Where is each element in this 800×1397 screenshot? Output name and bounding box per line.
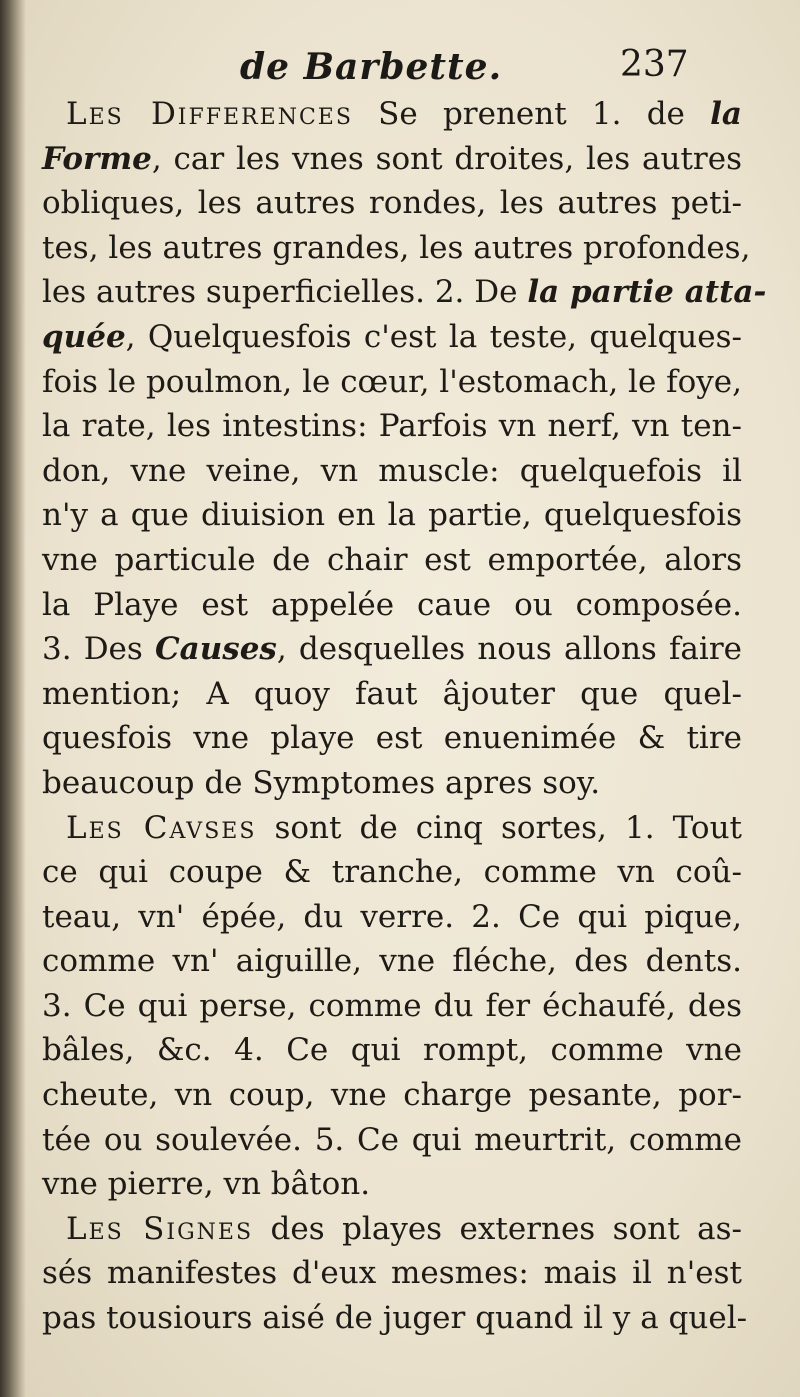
text-line	[42, 137, 742, 182]
text-line	[42, 92, 742, 137]
italic-term: quée	[42, 318, 126, 355]
text-line	[42, 493, 742, 538]
text-line	[42, 850, 742, 895]
text-line	[42, 761, 742, 806]
page-header	[0, 40, 800, 100]
text-line	[42, 360, 742, 405]
line-text: des playes externes sont as-	[253, 1210, 742, 1247]
line-text: vne particule de chair est emportée, alors	[42, 541, 742, 578]
text-line	[42, 939, 742, 984]
text-line	[42, 583, 742, 628]
line-text: , car les vnes sont droites, les autres	[151, 140, 742, 177]
text-line	[42, 404, 742, 449]
text-line	[42, 1028, 742, 1073]
line-text: tes, les autres grandes, les autres profondes,	[42, 229, 751, 266]
text-line	[42, 315, 742, 360]
text-line	[42, 806, 742, 851]
line-text: mention; A quoy faut âjouter que quel-	[42, 675, 742, 712]
line-text: pas tousiours aisé de juger quand il y a quel-	[42, 1300, 748, 1337]
line-text: n'y a que diuision en la partie, quelquesfois	[42, 497, 742, 534]
line-text: fois le poulmon, le cœur, l'estomach, le foye,	[42, 363, 742, 400]
line-text: sés manifestes d'eux mesmes: mais il n'est	[42, 1255, 742, 1292]
line-text: 3. Ce qui perse, comme du fer échaufé, des	[42, 987, 742, 1024]
line-text: tée ou soulevée. 5. Ce qui meurtrit, comme	[42, 1121, 742, 1158]
italic-term: Forme	[42, 140, 152, 177]
line-text: , Quelquesfois c'est la teste, quelques-	[125, 318, 742, 355]
line-text: Se prenent 1. de	[352, 96, 711, 132]
small-caps-heading: Les Signes	[66, 1210, 254, 1247]
text-line	[42, 1162, 742, 1207]
text-line	[42, 270, 767, 315]
line-text: les autres superficielles. 2. De	[42, 274, 528, 311]
text-line	[42, 1118, 742, 1163]
page-gutter-shadow	[0, 0, 26, 1397]
line-text: don, vne veine, vn muscle: quelquefois il	[42, 452, 742, 489]
running-title: de Barbette.	[240, 46, 503, 88]
page-number: 237	[620, 44, 689, 85]
text-line	[42, 226, 751, 271]
line-text: quesfois vne playe est enuenimée & tire	[42, 720, 742, 757]
text-line	[42, 1207, 742, 1252]
italic-term: la partie atta-	[527, 274, 767, 311]
text-line	[42, 449, 742, 494]
line-text: cheute, vn coup, vne charge pesante, por-	[42, 1077, 742, 1114]
line-text: obliques, les autres rondes, les autres peti-	[42, 185, 742, 222]
line-text: la Playe est appelée caue ou composée.	[42, 586, 742, 623]
text-line	[42, 895, 742, 940]
line-text: 3. Des	[42, 631, 155, 668]
text-line	[42, 538, 742, 583]
small-caps-heading: Les Cavses	[66, 809, 257, 846]
line-text: ce qui coupe & tranche, comme vn coû-	[42, 854, 742, 891]
text-line	[42, 181, 742, 226]
line-text: comme vn' aiguille, vne fléche, des dents.	[42, 943, 742, 980]
text-line	[42, 627, 742, 672]
line-text: sont de cinq sortes, 1. Tout	[256, 809, 742, 846]
text-line	[42, 672, 742, 717]
text-line	[42, 1251, 742, 1296]
text-line	[42, 716, 742, 761]
line-text: bâles, &c. 4. Ce qui rompt, comme vne	[42, 1032, 742, 1069]
italic-term: Causes	[154, 631, 277, 668]
line-text: teau, vn' épée, du verre. 2. Ce qui pique,	[42, 898, 742, 935]
small-caps-heading: Les Differences	[66, 96, 353, 132]
line-text: vne pierre, vn bâton.	[42, 1166, 371, 1203]
text-line	[42, 1296, 748, 1341]
italic-term: la	[710, 96, 742, 132]
text-line	[42, 984, 742, 1029]
line-text: la rate, les intestins: Parfois vn nerf, vn ten-	[42, 408, 742, 445]
line-text: beaucoup de Symptomes apres soy.	[42, 764, 601, 801]
line-text: , desquelles nous allons faire	[276, 631, 742, 668]
text-line	[42, 1073, 742, 1118]
body-text	[42, 92, 767, 1341]
